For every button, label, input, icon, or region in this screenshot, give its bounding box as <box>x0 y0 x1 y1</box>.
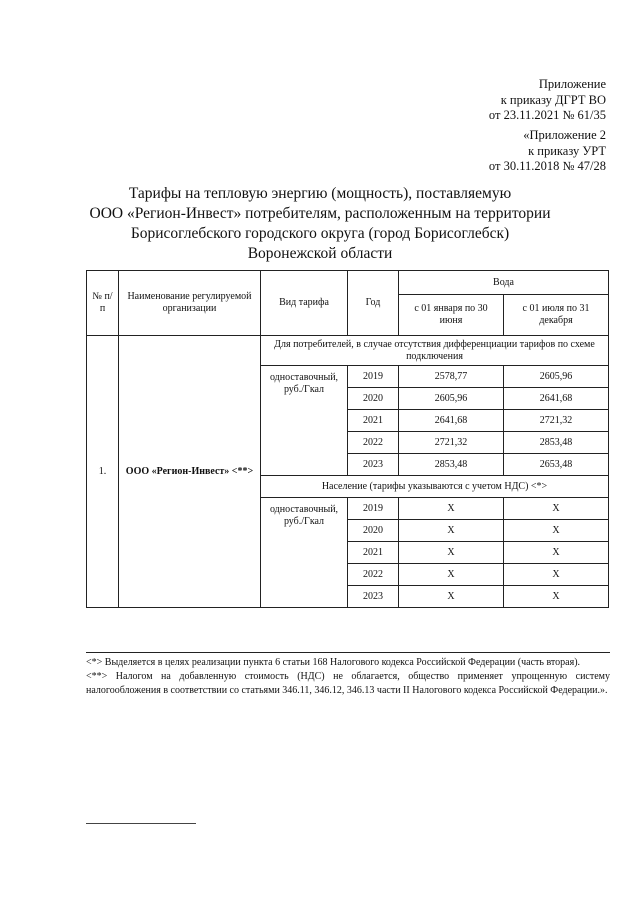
header-period-2: с 01 июля по 31 декабря <box>504 295 609 336</box>
tariff-type: одноставочный, руб./Гкал <box>261 498 348 608</box>
value-cell: 2721,32 <box>399 432 504 454</box>
year-cell: 2019 <box>348 498 399 520</box>
value-cell: 2641,68 <box>399 410 504 432</box>
year-cell: 2020 <box>348 520 399 542</box>
header-period-1: с 01 января по 30 июня <box>399 295 504 336</box>
year-cell: 2023 <box>348 586 399 608</box>
title-line: Борисоглебского городского округа (город Борисоглебск) <box>130 225 510 242</box>
value-cell: Х <box>504 564 609 586</box>
year-cell: 2021 <box>348 542 399 564</box>
organization-name: ООО «Регион-Инвест» <**> <box>119 336 261 608</box>
header-org: Наименование регулируемой организации <box>119 271 261 336</box>
year-cell: 2020 <box>348 388 399 410</box>
value-cell: 2605,96 <box>504 366 609 388</box>
value-cell: 2853,48 <box>399 454 504 476</box>
appendix-line: к приказу УРТ <box>528 143 606 158</box>
header-num: № п/п <box>87 271 119 336</box>
value-cell: 2853,48 <box>504 432 609 454</box>
appendix-reference-1 <box>489 77 606 124</box>
value-cell: 2653,48 <box>504 454 609 476</box>
appendix-line: «Приложение 2 <box>523 128 606 142</box>
appendix-line: к приказу ДГРТ ВО <box>500 92 606 107</box>
value-cell: Х <box>504 498 609 520</box>
tariff-type: одноставочный, руб./Гкал <box>261 366 348 476</box>
value-cell: Х <box>504 542 609 564</box>
value-cell: Х <box>399 520 504 542</box>
title-line: Воронежской области <box>247 245 393 262</box>
value-cell: 2641,68 <box>504 388 609 410</box>
appendix-line: от 30.11.2018 № 47/28 <box>488 159 606 173</box>
year-cell: 2021 <box>348 410 399 432</box>
header-water: Вода <box>399 271 609 295</box>
value-cell: Х <box>504 520 609 542</box>
tariff-table <box>86 270 609 608</box>
section-label: Население (тарифы указываются с учетом НДС) <*> <box>261 476 609 498</box>
title-line: Тарифы на тепловую энергию (мощность), поставляемую <box>128 185 512 202</box>
value-cell: 2605,96 <box>399 388 504 410</box>
year-cell: 2023 <box>348 454 399 476</box>
section-label: Для потребителей, в случае отсутствия дифференциации тарифов по схеме подключения <box>261 336 609 366</box>
value-cell: Х <box>399 498 504 520</box>
appendix-line: Приложение <box>538 77 606 91</box>
footnote: <**> Налогом на добавленную стоимость (НДС) не облагается, общество применяет упрощенную систему налогообложения в соответствии со статьями 346.11, 346.12, 346.13 части II Налогового кодекса Российской Федерации.». <box>86 671 610 696</box>
year-cell: 2019 <box>348 366 399 388</box>
row-number: 1. <box>87 336 119 608</box>
appendix-reference-2 <box>489 128 606 175</box>
year-cell: 2022 <box>348 564 399 586</box>
value-cell: 2578,77 <box>399 366 504 388</box>
page-footer-line <box>86 823 196 824</box>
value-cell: Х <box>399 586 504 608</box>
footnote-divider <box>86 652 610 653</box>
value-cell: Х <box>399 542 504 564</box>
title-line: ООО «Регион-Инвест» потребителям, расположенным на территории <box>89 205 551 222</box>
footnote: <*> Выделяется в целях реализации пункта 6 статьи 168 Налогового кодекса Российской Федерации (часть вторая). <box>86 657 581 668</box>
header-year: Год <box>348 271 399 336</box>
document-title <box>60 184 580 264</box>
footnotes <box>86 656 610 698</box>
header-type: Вид тарифа <box>261 271 348 336</box>
value-cell: Х <box>399 564 504 586</box>
appendix-line: от 23.11.2021 № 61/35 <box>488 108 606 122</box>
year-cell: 2022 <box>348 432 399 454</box>
value-cell: 2721,32 <box>504 410 609 432</box>
value-cell: Х <box>504 586 609 608</box>
